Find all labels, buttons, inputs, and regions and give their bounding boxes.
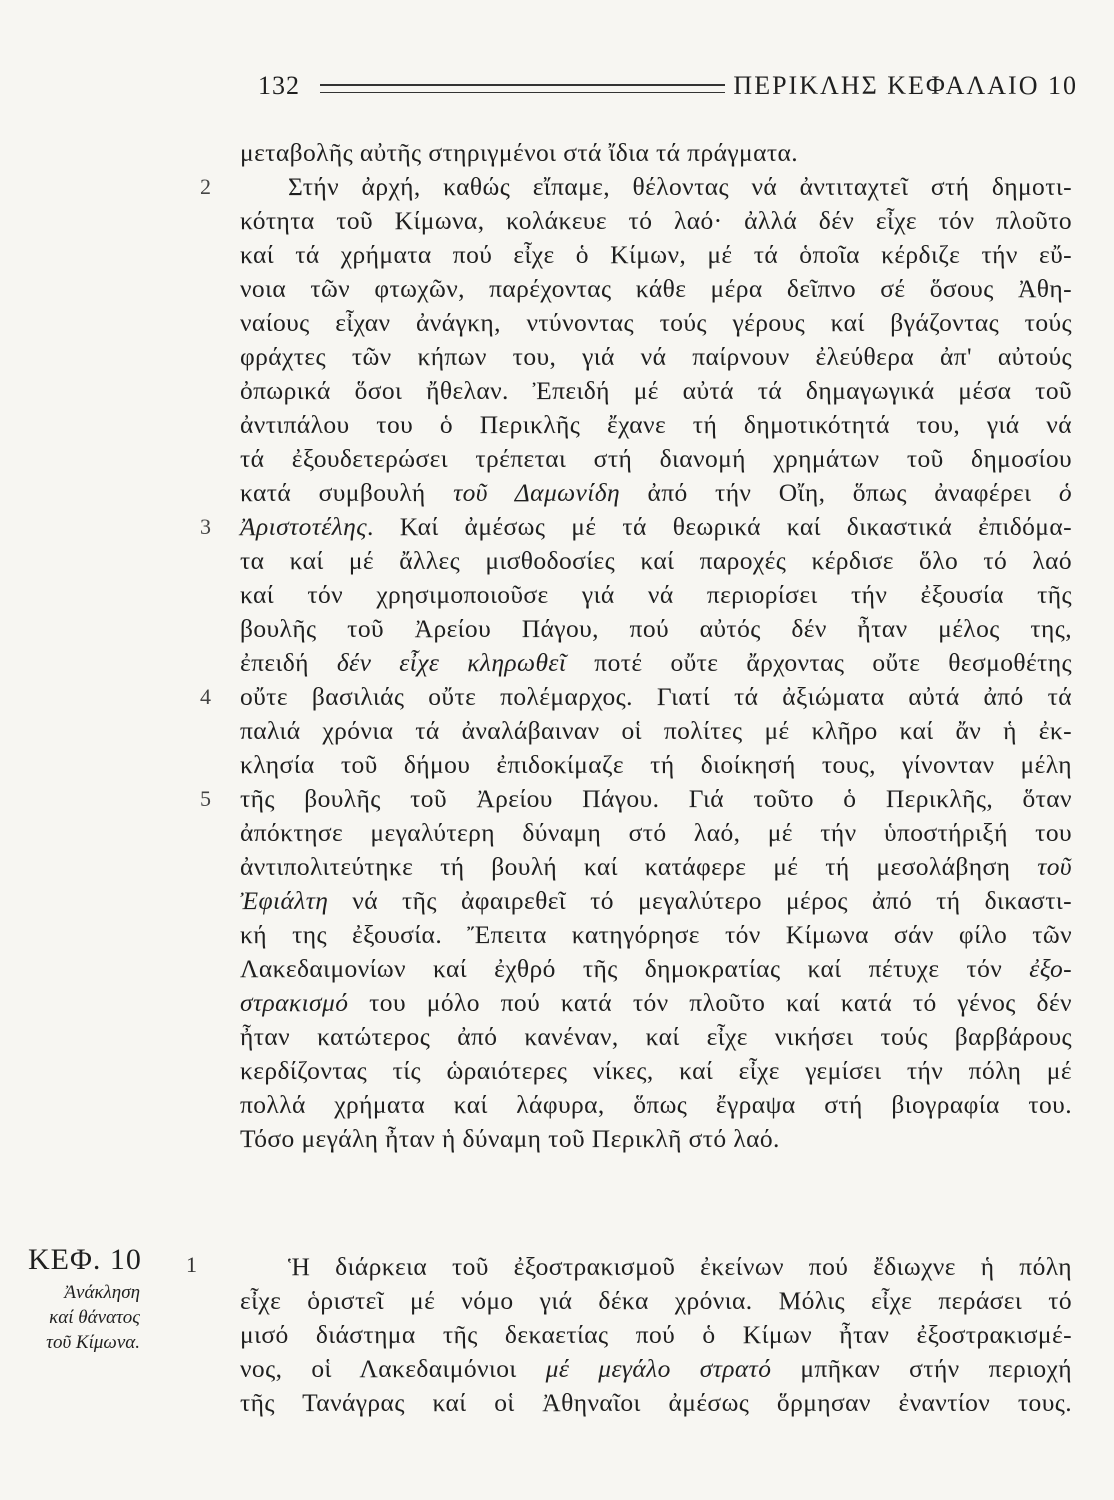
- text-line: 5 τῆς βουλῆς τοῦ Ἀρείου Πάγου. Γιά τοῦτο ὁ Περικλῆς, ὅταν: [240, 782, 1072, 816]
- page-number: 132: [258, 71, 300, 100]
- text-line: πολλά χρήματα καί λάφυρα, ὅπως ἔγραψα στή βιογραφία του.: [240, 1090, 1072, 1119]
- text-line: κατά συμβουλή τοῦ Δαμωνίδη ἀπό τήν Οἴη, ὅπως ἀναφέρει ὁ: [240, 478, 1072, 507]
- text-line: 3 Ἀριστοτέλης. Καί ἀμέσως μέ τά θεωρικά καί δικαστικά ἐπιδόμα-: [240, 510, 1072, 544]
- text-line: καί τόν χρησιμοποιοῦσε γιά νά περιορίσει τήν ἐξουσία τῆς: [240, 580, 1072, 609]
- text-line: κλησία τοῦ δήμου ἐπιδοκίμαζε τή διοίκησή τους, γίνονταν μέλη: [240, 750, 1072, 779]
- text-line: μισό διάστημα τῆς δεκαετίας πού ὁ Κίμων ἦταν ἐξοστρακισμέ-: [240, 1320, 1072, 1349]
- text-line: Τόσο μεγάλη ἦταν ἡ δύναμη τοῦ Περικλῆ στό λαό.: [240, 1124, 780, 1153]
- text-line: νος, οἱ Λακεδαιμόνιοι μέ μεγάλο στρατό μπῆκαν στήν περιοχή: [240, 1354, 1072, 1383]
- section-number: 2: [200, 174, 212, 199]
- text-line: ἦταν κατώτερος ἀπό κανέναν, καί εἶχε νικήσει τούς βαρβάρους: [240, 1022, 1072, 1051]
- chapter-side-note: [28, 1240, 178, 1355]
- running-head: ΠΕΡΙΚΛΗΣ ΚΕΦΑΛΑΙΟ 10: [733, 71, 1078, 100]
- text-line: τα καί μέ ἄλλες μισθοδοσίες καί παροχές κέρδισε ὅλο τό λαό: [240, 546, 1072, 575]
- text-line: κερδίζοντας τίς ὡραιότερες νίκες, καί εἶχε γεμίσει τήν πόλη μέ: [240, 1056, 1072, 1085]
- chapter-section-number: 1: [186, 1252, 197, 1277]
- text-line: ἀπόκτησε μεγαλύτερη δύναμη στό λαό, μέ τήν ὑποστήριξή του: [240, 818, 1072, 847]
- text-line: ὀπωρικά ὅσοι ἤθελαν. Ἐπειδή μέ αὐτά τά δημαγωγικά μέσα τοῦ: [240, 376, 1072, 405]
- text-line: ναίους εἶχαν ἀνάγκη, ντύνοντας τούς γέρους καί βγάζοντας τούς: [240, 308, 1072, 337]
- text-line: καί τά χρήματα πού εἶχε ὁ Κίμων, μέ τά ὁποῖα κέρδιζε τήν εὔ-: [240, 240, 1072, 269]
- chapter-label: ΚΕΦ. 10: [28, 1243, 142, 1276]
- section-number: 4: [200, 684, 212, 709]
- chapter-text: [240, 1250, 1072, 1420]
- chapter-subtitle-line: Ἀνάκληση: [64, 1282, 140, 1303]
- text-line: κή της ἐξουσία. Ἔπειτα κατηγόρησε τόν Κίμωνα σάν φίλο τῶν: [240, 920, 1072, 949]
- text-line: Ἡ διάρκεια τοῦ ἐξοστρακισμοῦ ἐκείνων πού ἔδιωχνε ἡ πόλη: [288, 1252, 1072, 1281]
- chapter-subtitle-line: καί θάνατος: [49, 1307, 140, 1328]
- text-line: τά ἐξουδετερώσει τρέπεται στή διανομή χρημάτων τοῦ δημοσίου: [240, 444, 1072, 473]
- text-line: ἀντιπολιτεύτηκε τή βουλή καί κατάφερε μέ τή μεσολάβηση τοῦ: [240, 852, 1072, 881]
- text-line: Ἐφιάλτη νά τῆς ἀφαιρεθεῖ τό μεγαλύτερο μέρος ἀπό τή δικαστι-: [240, 886, 1072, 915]
- text-line: βουλῆς τοῦ Ἀρείου Πάγου, πού αὐτός δέν ἦταν μέλος της,: [240, 614, 1072, 643]
- text-line: παλιά χρόνια τά ἀναλάβαιναν οἱ πολίτες μέ κλῆρο καί ἄν ἡ ἐκ-: [240, 716, 1072, 745]
- text-line: στρακισμό του μόλο πού κατά τόν πλοῦτο καί κατά τό γένος δέν: [240, 988, 1072, 1017]
- text-line: τῆς Τανάγρας καί οἱ Ἀθηναῖοι ἀμέσως ὅρμησαν ἐναντίον τους.: [240, 1388, 1072, 1417]
- chapter-subtitle-line: τοῦ Κίμωνα.: [46, 1332, 140, 1353]
- section-number: 5: [200, 786, 212, 811]
- page-header: [258, 64, 1078, 108]
- text-line: νοια τῶν φτωχῶν, παρέχοντας κάθε μέρα δεῖπνο σέ ὅσους Ἀθη-: [240, 274, 1072, 303]
- text-line: 4 οὔτε βασιλιάς οὔτε πολέμαρχος. Γιατί τά ἀξιώματα αὐτά ἀπό τά: [240, 680, 1072, 714]
- text-line: 2 Στήν ἀρχή, καθώς εἴπαμε, θέλοντας νά ἀντιταχτεῖ στή δημοτι-: [240, 170, 1072, 204]
- text-line: Λακεδαιμονίων καί ἐχθρό τῆς δημοκρατίας καί πέτυχε τόν ἐξο-: [240, 954, 1072, 983]
- text-line: ἀντιπάλου του ὁ Περικλῆς ἔχανε τή δημοτικότητά του, γιά νά: [240, 410, 1072, 439]
- text-line: φράχτες τῶν κήπων του, γιά νά παίρνουν ἐλεύθερα ἀπ' αὐτούς: [240, 342, 1072, 371]
- text-line: κότητα τοῦ Κίμωνα, κολάκευε τό λαό· ἀλλά δέν εἶχε τόν πλοῦτο: [240, 206, 1072, 235]
- text-line: εἶχε ὁριστεῖ μέ νόμο γιά δέκα χρόνια. Μόλις εἶχε περάσει τό: [240, 1286, 1072, 1315]
- text-line: ἐπειδή δέν εἶχε κληρωθεῖ ποτέ οὔτε ἄρχοντας οὔτε θεσμοθέτης: [240, 648, 1072, 677]
- header-rule: [320, 84, 725, 93]
- main-text: [200, 136, 1072, 1156]
- text-line: μεταβολῆς αὐτῆς στηριγμένοι στά ἴδια τά πράγματα.: [240, 138, 799, 167]
- section-number: 3: [200, 514, 212, 539]
